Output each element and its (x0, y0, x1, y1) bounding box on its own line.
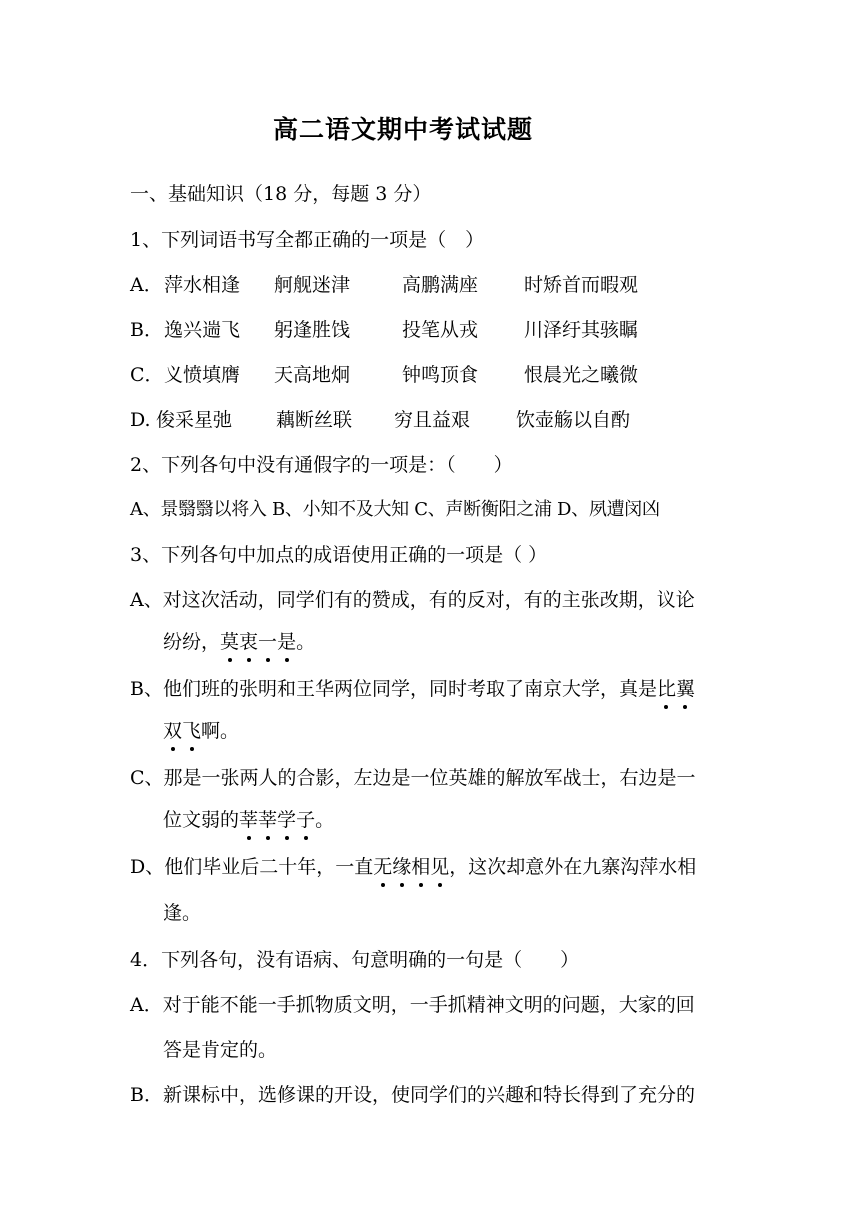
dotted-char: 莘 (258, 806, 277, 834)
text-fragment: 啊。 (201, 720, 240, 742)
question-2-options: A、景翳翳以将入 B、小知不及大知 C、声断衡阳之浦 D、夙遭闵凶 (130, 499, 660, 520)
dotted-char: 见 (430, 853, 449, 881)
option-word: 躬逢胜饯 (274, 319, 351, 341)
option-word: 钟鸣顶食 (402, 364, 479, 386)
text-fragment: ，这次却意外在九寨沟萍水相 (449, 856, 697, 878)
question-4-option-a-line1: A．对于能不能一手抓物质文明，一手抓精神文明的问题，大家的回 (130, 994, 695, 1016)
dotted-char: 比 (657, 675, 676, 703)
question-4-stem: 4．下列各句，没有语病、句意明确的一句是（ ） (130, 949, 580, 971)
option-word: 萍水相逢 (164, 274, 241, 296)
text-fragment: D、他们毕业后二十年，一直 (130, 856, 374, 878)
dotted-char: 莘 (239, 806, 258, 834)
dotted-char: 飞 (182, 717, 201, 745)
dotted-char: 是 (277, 628, 296, 656)
question-1-option-b (130, 316, 638, 344)
option-word: 饮壶觞以自酌 (516, 409, 631, 431)
option-label: C． (130, 364, 164, 386)
question-3-option-d-line2: 逢。 (163, 902, 202, 924)
option-word: 天高地炯 (274, 364, 351, 386)
text-fragment: B、他们班的张明和王华两位同学，同时考取了南京大学，真是 (130, 678, 657, 700)
question-3-option-a-line2 (163, 628, 315, 656)
dotted-char: 相 (411, 853, 430, 881)
dotted-char: 翼 (676, 675, 695, 703)
option-word: 高鹏满座 (402, 274, 479, 296)
option-word: 逸兴遄飞 (164, 319, 241, 341)
question-4-option-a-line2: 答是肯定的。 (163, 1039, 278, 1061)
dotted-char: 双 (163, 717, 182, 745)
dotted-char: 学 (277, 806, 296, 834)
question-3-option-b-line1 (130, 675, 695, 703)
option-word: 恨晨光之曦微 (524, 364, 639, 386)
question-1-option-d (130, 406, 630, 434)
question-1-option-a (130, 271, 638, 299)
option-label: B． (130, 319, 163, 341)
option-word: 藕断丝联 (276, 409, 353, 431)
exam-title: 高二语文期中考试试题 (272, 115, 533, 144)
dotted-char: 衷 (239, 628, 258, 656)
question-1-option-c (130, 361, 638, 389)
question-3-option-d-line1 (130, 853, 696, 881)
dotted-char: 一 (258, 628, 277, 656)
option-word: 川泽纡其骇瞩 (524, 319, 639, 341)
option-word: 投笔从戎 (402, 319, 479, 341)
question-3-option-c-line2 (163, 806, 334, 834)
question-1-stem: 1、下列词语书写全都正确的一项是（ ） (130, 229, 485, 251)
dotted-char: 无 (373, 853, 392, 881)
question-2-stem: 2、下列各句中没有通假字的一项是：（ ） (130, 454, 513, 476)
dotted-char: 子 (296, 806, 315, 834)
text-fragment: 。 (315, 809, 335, 831)
question-4-option-b-line1: B．新课标中，选修课的开设，使同学们的兴趣和特长得到了充分的 (130, 1084, 695, 1106)
section-heading: 一、基础知识（18 分，每题 3 分） (130, 183, 432, 205)
dotted-char: 莫 (220, 628, 239, 656)
dotted-char: 缘 (392, 853, 411, 881)
option-word: 舸舰迷津 (274, 274, 351, 296)
question-3-option-b-line2 (163, 717, 239, 745)
option-label: D. (130, 409, 151, 431)
question-3-option-c-line1: C、那是一张两人的合影，左边是一位英雄的解放军战士，右边是一 (130, 767, 696, 789)
question-3-option-a-line1: A、对这次活动，同学们有的赞成，有的反对，有的主张改期，议论 (130, 589, 695, 611)
text-fragment: 纷纷， (163, 631, 221, 653)
option-word: 穷且益艰 (394, 409, 471, 431)
question-3-stem: 3、下列各句中加点的成语使用正确的一项是（ ） (130, 544, 548, 566)
option-word: 俊采星弛 (156, 409, 233, 431)
option-word: 时矫首而暇观 (524, 274, 639, 296)
text-fragment: 位文弱的 (163, 809, 240, 831)
option-label: A． (130, 274, 163, 296)
text-fragment: 。 (296, 631, 316, 653)
option-word: 义愤填膺 (164, 364, 241, 386)
